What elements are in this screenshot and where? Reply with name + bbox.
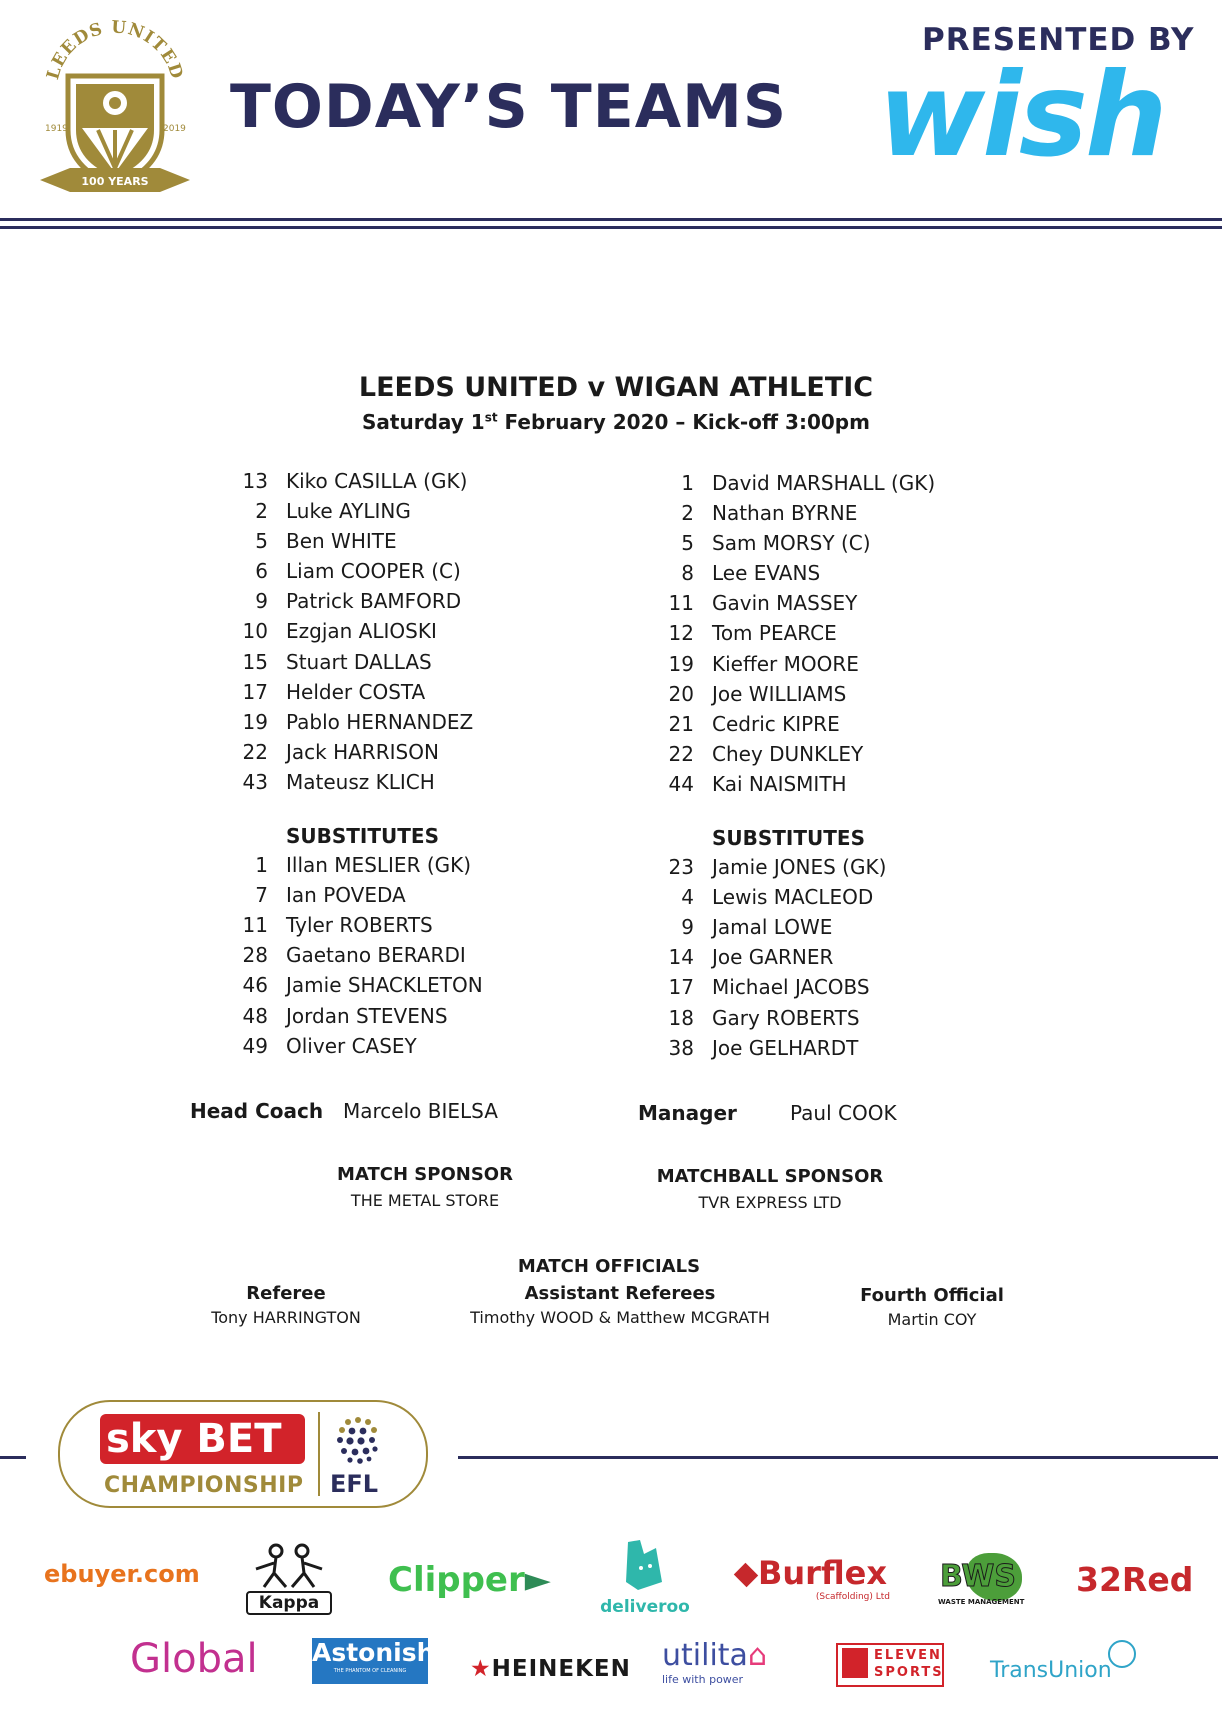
eleven-e-icon	[842, 1648, 868, 1678]
player-name: Kiko CASILLA (GK)	[286, 469, 468, 493]
player-name: Joe GELHARDT	[712, 1035, 859, 1060]
away-player-row	[650, 468, 1090, 498]
shirt-number: 19	[242, 709, 268, 734]
player-name: Gaetano BERARDI	[286, 943, 466, 968]
shirt-number: 9	[255, 589, 268, 614]
assistants-block	[440, 1283, 800, 1327]
home-player-row	[224, 586, 664, 616]
crest-banner-text: 100 YEARS	[81, 175, 149, 188]
away-player-row	[650, 769, 1090, 799]
utilita-logo: utilita⌂ life with power	[662, 1638, 792, 1686]
shirt-number: 17	[668, 975, 694, 1000]
assistants-title: Assistant Referees	[524, 1283, 716, 1304]
player-name: Nathan BYRNE	[712, 501, 858, 526]
player-name: Stuart DALLAS	[286, 649, 432, 674]
home-team-sheet	[224, 466, 664, 1061]
match-sponsor-block	[300, 1164, 550, 1210]
burflex-diamond-icon	[734, 1563, 758, 1587]
referee-block	[186, 1283, 386, 1327]
transunion-circle-icon	[1108, 1640, 1136, 1668]
away-starting-list	[650, 468, 1090, 799]
player-name: Tom PEARCE	[712, 621, 837, 646]
crest-arc-text: LEEDS UNITED	[43, 18, 187, 82]
burflex-sub: (Scaffolding) Ltd	[815, 1592, 890, 1602]
away-coach-name: Paul COOK	[790, 1101, 897, 1125]
player-name: Joe GARNER	[712, 945, 834, 970]
astonish-logo	[312, 1638, 435, 1684]
player-name: Jamal LOWE	[712, 915, 833, 940]
player-name: Helder COSTA	[286, 679, 426, 704]
header-rule-top	[0, 218, 1222, 221]
shirt-number: 23	[668, 855, 694, 880]
home-player-row	[224, 526, 664, 556]
home-sub-row	[224, 1031, 664, 1061]
away-player-row	[650, 498, 1090, 528]
home-subs-title: SUBSTITUTES	[286, 824, 439, 849]
away-subs-list	[650, 852, 1090, 1063]
shirt-number: 12	[668, 621, 694, 646]
player-name: Jordan STEVENS	[286, 1003, 448, 1028]
matchball-sponsor-title: MATCHBALL SPONSOR	[656, 1166, 884, 1187]
shirt-number: 1	[681, 471, 694, 495]
away-player-row	[650, 558, 1090, 588]
home-sub-row	[224, 880, 664, 910]
player-name: Lee EVANS	[712, 561, 821, 586]
shirt-number: 5	[255, 529, 268, 554]
away-subs-title: SUBSTITUTES	[712, 826, 865, 851]
home-subs-list	[224, 850, 664, 1061]
player-name: Ezgjan ALIOSKI	[286, 619, 437, 644]
home-player-row	[224, 647, 664, 677]
player-name: Tyler ROBERTS	[286, 913, 433, 938]
astonish-label: Astonish	[312, 1638, 435, 1667]
crest-year-right: 2019	[163, 124, 186, 134]
shirt-number: 6	[255, 559, 268, 584]
home-player-row	[224, 677, 664, 707]
clipper-logo: Clipper►	[388, 1560, 551, 1600]
away-sub-row	[650, 882, 1090, 912]
burflex-logo: Burflex (Scaffolding) Ltd	[734, 1554, 894, 1602]
shirt-number: 4	[681, 885, 694, 910]
header-rule-bottom	[0, 226, 1222, 229]
shirt-number: 46	[242, 973, 268, 998]
player-name: Jack HARRISON	[286, 739, 439, 764]
svg-text:LEEDS UNITED	[43, 18, 187, 82]
shirt-number: 19	[668, 651, 694, 676]
away-coach-label: Manager	[638, 1101, 737, 1125]
away-sub-row	[650, 1003, 1090, 1033]
shirt-number: 11	[668, 591, 694, 616]
deliveroo-logo	[600, 1538, 690, 1618]
away-sub-row	[650, 1033, 1090, 1063]
away-sub-row	[650, 972, 1090, 1002]
player-name: Oliver CASEY	[286, 1033, 417, 1058]
home-player-row	[224, 556, 664, 586]
away-player-row	[650, 588, 1090, 618]
assistants-names: Timothy WOOD & Matthew MCGRATH	[470, 1308, 770, 1327]
deliveroo-label: deliveroo	[600, 1597, 690, 1617]
shirt-number: 11	[242, 913, 268, 938]
away-player-row	[650, 739, 1090, 769]
club-crest	[30, 18, 200, 203]
shirt-number: 21	[668, 711, 694, 736]
matchball-sponsor-name: TVR EXPRESS LTD	[698, 1193, 842, 1212]
home-coach-label: Head Coach	[190, 1099, 324, 1123]
player-name: Ben WHITE	[286, 529, 397, 554]
player-name: Pablo HERNANDEZ	[286, 709, 474, 734]
match-sponsor-title: MATCH SPONSOR	[337, 1164, 513, 1185]
astonish-sub: THE PHANTOM OF CLEANING	[333, 1668, 407, 1674]
shirt-number: 18	[668, 1005, 694, 1030]
player-name: Jamie SHACKLETON	[286, 973, 483, 998]
player-name: David MARSHALL (GK)	[712, 471, 936, 495]
global-logo: Global	[130, 1636, 258, 1682]
player-name: Lewis MACLEOD	[712, 885, 874, 910]
away-player-row	[650, 649, 1090, 679]
deliveroo-kangaroo-icon	[600, 1538, 690, 1593]
home-player-row	[224, 616, 664, 646]
referee-title: Referee	[246, 1283, 326, 1304]
eleven-sports-logo: ELEVEN SPORTS	[836, 1643, 944, 1687]
utilita-house-icon: ⌂	[747, 1638, 767, 1673]
shirt-number: 22	[668, 741, 694, 766]
referee-name: Tony HARRINGTON	[211, 1308, 361, 1327]
home-sub-row	[224, 1001, 664, 1031]
shirt-number: 10	[242, 619, 268, 644]
transunion-logo: TransUnion	[990, 1658, 1112, 1683]
shirt-number: 5	[681, 531, 694, 556]
fourth-official-block	[832, 1285, 1032, 1329]
shirt-number: 49	[242, 1033, 268, 1058]
wish-logo: wish	[878, 48, 1165, 183]
presented-by-label: PRESENTED BY	[922, 22, 1195, 58]
player-name: Kai NAISMITH	[712, 771, 847, 796]
officials-title: MATCH OFFICIALS	[517, 1256, 701, 1277]
crest-year-left: 1919	[45, 124, 68, 134]
shirt-number: 14	[668, 945, 694, 970]
home-sub-row	[224, 910, 664, 940]
footer-rule-left	[0, 1456, 26, 1459]
match-datetime: Saturday 1st February 2020 – Kick-off 3:00pm	[362, 410, 870, 434]
player-name: Gary ROBERTS	[712, 1005, 860, 1030]
home-starting-list	[224, 466, 664, 797]
match-sponsor-name: THE METAL STORE	[350, 1191, 500, 1210]
kappa-figures-icon	[246, 1543, 332, 1589]
player-name: Michael JACOBS	[712, 975, 870, 1000]
away-player-row	[650, 618, 1090, 648]
player-name: Ian POVEDA	[286, 883, 406, 908]
shirt-number: 22	[242, 739, 268, 764]
efl-label: EFL	[330, 1470, 379, 1498]
away-player-row	[650, 679, 1090, 709]
shirt-number: 9	[681, 915, 694, 940]
shirt-number: 48	[242, 1003, 268, 1028]
home-player-row	[224, 707, 664, 737]
home-player-row	[224, 466, 664, 496]
championship-label: CHAMPIONSHIP	[104, 1473, 304, 1498]
player-name: Sam MORSY (C)	[712, 531, 871, 556]
shirt-number: 8	[681, 561, 694, 586]
player-name: Chey DUNKLEY	[712, 741, 864, 766]
player-name: Luke AYLING	[286, 499, 411, 524]
shirt-number: 7	[255, 883, 268, 908]
matchball-sponsor-block	[630, 1166, 910, 1212]
bws-label: BWS	[940, 1559, 1016, 1594]
fourth-official-name: Martin COY	[887, 1310, 977, 1329]
shirt-number: 2	[681, 501, 694, 526]
shirt-number: 28	[242, 943, 268, 968]
32red-logo: 32Red	[1076, 1560, 1194, 1599]
player-name: Kieffer MOORE	[712, 651, 859, 676]
shirt-number: 1	[255, 853, 268, 878]
away-team-sheet	[650, 468, 1090, 1063]
player-name: Illan MESLIER (GK)	[286, 853, 472, 878]
shirt-number: 17	[242, 679, 268, 704]
home-coach-name: Marcelo BIELSA	[343, 1099, 498, 1123]
home-player-row	[224, 767, 664, 797]
bws-logo	[938, 1553, 1034, 1609]
home-sub-row	[224, 850, 664, 880]
clipper-arrow-icon: ►	[524, 1560, 551, 1600]
shirt-number: 2	[255, 499, 268, 524]
player-name: Cedric KIPRE	[712, 711, 840, 736]
player-name: Joe WILLIAMS	[712, 681, 847, 706]
away-player-row	[650, 528, 1090, 558]
home-player-row	[224, 737, 664, 767]
away-player-row	[650, 709, 1090, 739]
shirt-number: 38	[668, 1035, 694, 1060]
home-sub-row	[224, 970, 664, 1000]
sky-bet-logo: sky BET	[106, 1416, 282, 1462]
fixture-title: LEEDS UNITED v WIGAN ATHLETIC	[358, 372, 874, 403]
shirt-number: 15	[242, 649, 268, 674]
fourth-official-title: Fourth Official	[860, 1285, 1004, 1306]
ebuyer-logo: ebuyer.com	[44, 1560, 200, 1588]
badge-divider	[318, 1412, 320, 1496]
kappa-logo	[246, 1543, 332, 1613]
footer-rule-right	[458, 1456, 1218, 1459]
shirt-number: 20	[668, 681, 694, 706]
home-player-row	[224, 496, 664, 526]
home-sub-row	[224, 940, 664, 970]
bws-sub: WASTE MANAGEMENT	[938, 1598, 1025, 1606]
shirt-number: 44	[668, 771, 694, 796]
utilita-sub: life with power	[662, 1673, 744, 1686]
away-sub-row	[650, 912, 1090, 942]
away-sub-row	[650, 852, 1090, 882]
shirt-number: 13	[242, 469, 268, 493]
leeds-crest-icon	[30, 18, 200, 203]
page-title: TODAY’S TEAMS	[230, 72, 788, 142]
player-name: Gavin MASSEY	[712, 591, 858, 616]
kappa-label: Kappa	[246, 1591, 332, 1615]
shirt-number: 43	[242, 769, 268, 794]
player-name: Jamie JONES (GK)	[712, 855, 887, 880]
player-name: Patrick BAMFORD	[286, 589, 462, 614]
player-name: Mateusz KLICH	[286, 769, 435, 794]
heineken-logo: ★HEINEKEN	[470, 1656, 631, 1682]
away-sub-row	[650, 942, 1090, 972]
player-name: Liam COOPER (C)	[286, 559, 461, 584]
heineken-star-icon: ★	[470, 1656, 492, 1682]
efl-ball-icon	[330, 1412, 386, 1468]
